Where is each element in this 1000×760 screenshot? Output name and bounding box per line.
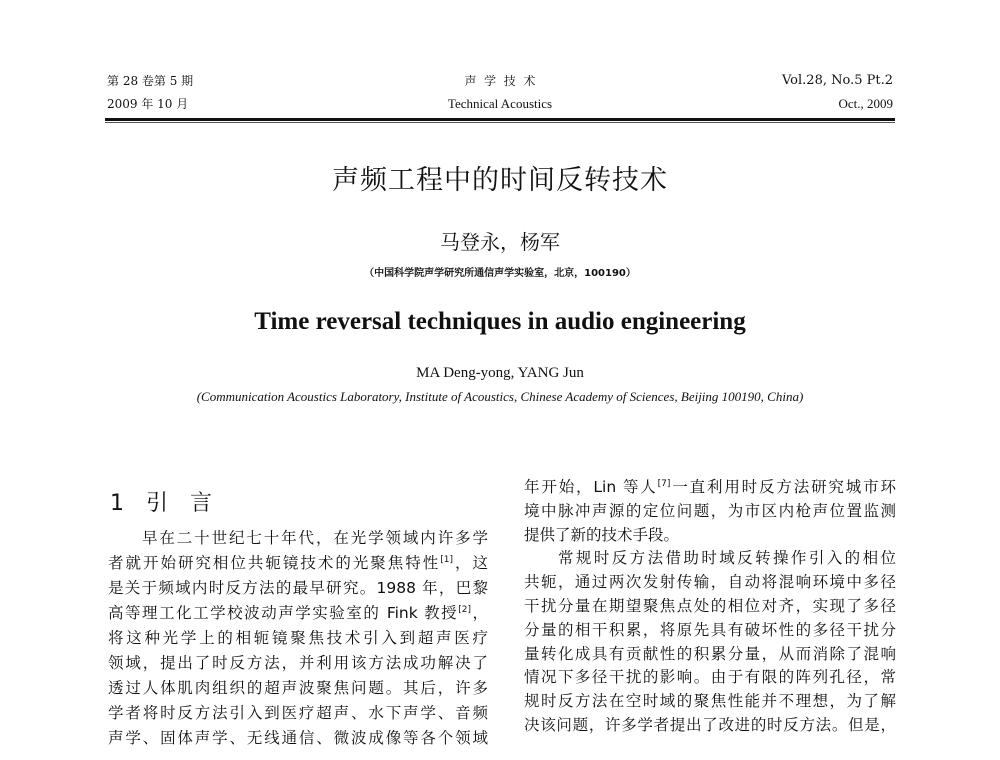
- volume-issue-cn: 第 28 卷第 5 期: [107, 74, 194, 88]
- header-rule: [105, 118, 895, 121]
- text-line: [524, 714, 896, 738]
- authors-cn: 马登永，杨军: [440, 230, 560, 254]
- line-text: 年开始，Lin 等人: [524, 478, 658, 496]
- line-text-after: ，: [470, 604, 488, 622]
- text-line: [108, 651, 488, 676]
- journal-name-cn: 声 学 技 术: [464, 74, 536, 88]
- line-text: 是关于频域内时反方法的最早研究。1988 年，巴黎: [108, 579, 488, 597]
- text-line: [108, 701, 488, 726]
- text-line: [524, 690, 896, 714]
- text-line: [524, 666, 896, 690]
- left-column: [108, 526, 488, 751]
- affiliation-en: (Communication Acoustics Laboratory, Institute of Acoustics, Chinese Academy of Sciences, Beijing 100190, China): [196, 389, 804, 404]
- section-number: 1: [110, 491, 124, 516]
- line-text: 透过人体肌肉组织的超声波聚焦问题。其后，许多: [108, 679, 488, 697]
- text-line: [524, 643, 896, 667]
- citation: [7]: [657, 478, 671, 489]
- line-text: 早在二十世纪七十年代，在光学领域内许多学: [142, 529, 488, 547]
- text-line: [108, 601, 488, 626]
- line-text: 声学、固体声学、无线通信、微波成像等各个领域: [108, 729, 488, 747]
- line-text: 情况下多径干扰的影响。由于有限的阵列孔径，常: [524, 668, 896, 687]
- text-line: [108, 551, 488, 576]
- text-line: [108, 626, 488, 651]
- date-cn: 2009 年 10 月: [107, 97, 189, 111]
- section-heading: [110, 486, 234, 517]
- line-text: 常规时反方法借助时域反转操作引入的相位: [558, 549, 896, 568]
- title-cn: 声频工程中的时间反转技术: [332, 165, 668, 196]
- text-line: [108, 576, 488, 601]
- text-line: [524, 500, 896, 524]
- text-line: [108, 676, 488, 701]
- affiliation-cn: （中国科学院声学研究所通信声学实验室，北京，100190）: [364, 268, 636, 279]
- citation: [1]: [440, 554, 453, 565]
- text-line: [524, 571, 896, 595]
- right-column: [524, 476, 896, 738]
- section-title: 引 言: [146, 491, 213, 516]
- text-line: [524, 524, 896, 548]
- line-text: 干扰分量在期望聚焦点处的相位对齐，实现了多径: [524, 596, 896, 615]
- text-line: [108, 726, 488, 751]
- line-text: 者就开始研究相位共轭镜技术的光聚焦特性: [108, 554, 441, 572]
- line-text: 决该问题，许多学者提出了改进的时反方法。但是，: [524, 715, 896, 734]
- text-line: [524, 595, 896, 619]
- line-text-after: 一直利用时反方法研究城市环: [670, 478, 896, 496]
- authors-en: MA Deng-yong, YANG Jun: [416, 365, 584, 381]
- volume-issue-en: Vol.28, No.5 Pt.2: [781, 73, 893, 88]
- header-rule-thin: [105, 122, 895, 123]
- date-en: Oct., 2009: [838, 96, 893, 111]
- line-text: 高等理工化工学校波动声学实验室的 Fink 教授: [108, 604, 459, 622]
- title-en: Time reversal techniques in audio engineering: [254, 308, 746, 335]
- line-text: 提供了新的技术手段。: [524, 525, 680, 544]
- journal-name-en: Technical Acoustics: [447, 96, 553, 111]
- line-text: 境中脉冲声源的定位问题，为市区内枪声位置监测: [524, 501, 896, 520]
- line-text: 领域，提出了时反方法，并利用该方法成功解决了: [108, 654, 488, 672]
- text-line: [524, 476, 896, 500]
- text-line: [524, 547, 896, 571]
- line-text: 规时反方法在空时域的聚焦性能并不理想，为了解: [524, 692, 896, 711]
- text-line: [108, 526, 488, 551]
- line-text: 将这种光学上的相轭镜聚焦技术引入到超声医疗: [108, 629, 488, 647]
- line-text: 学者将时反方法引入到医疗超声、水下声学、音频: [108, 704, 488, 722]
- line-text-after: ，这: [453, 554, 488, 572]
- line-text: 量转化成具有贡献性的积累分量，从而消除了混响: [524, 644, 896, 663]
- text-line: [524, 619, 896, 643]
- line-text: 共轭，通过两次发射传输，自动将混响环境中多径: [524, 573, 896, 592]
- line-text: 分量的相干积累，将原先具有破坏性的多径干扰分: [524, 620, 896, 639]
- citation: [2]: [458, 604, 471, 615]
